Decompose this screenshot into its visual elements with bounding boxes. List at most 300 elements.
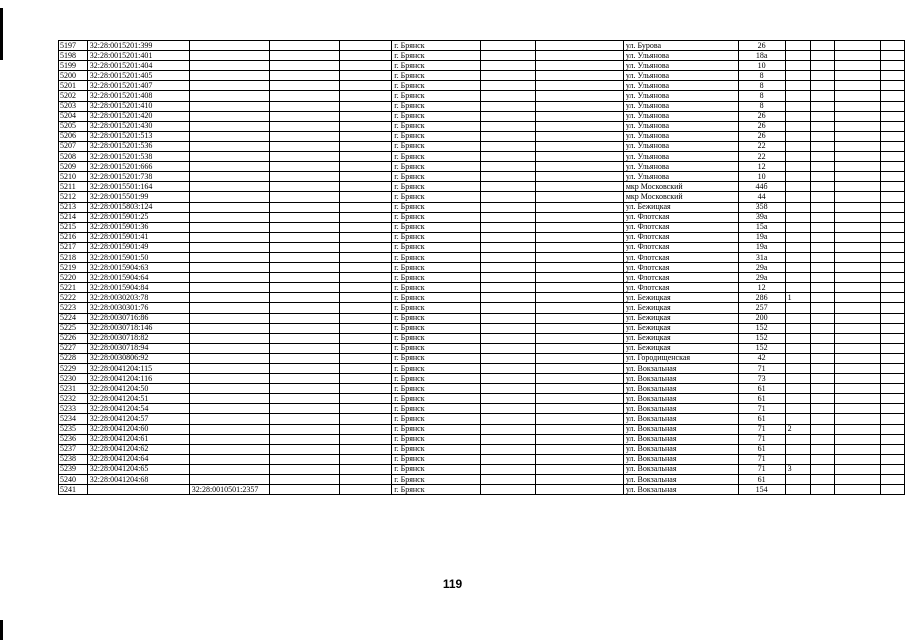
cell-city: г. Брянск — [392, 464, 480, 474]
cell-city: г. Брянск — [392, 141, 480, 151]
cell-empty — [811, 353, 834, 363]
cell-empty — [811, 41, 834, 51]
cell-empty — [834, 343, 881, 353]
cell-cadastral-number: 32:28:0015201:410 — [87, 101, 189, 111]
cell-city: г. Брянск — [392, 111, 480, 121]
cell-empty — [480, 414, 536, 424]
cell-empty — [536, 91, 624, 101]
cell-empty — [269, 222, 339, 232]
cell-street: ул. Вокзальная — [623, 414, 738, 424]
cell-note — [785, 91, 811, 101]
cell-empty — [536, 424, 624, 434]
cell-city: г. Брянск — [392, 71, 480, 81]
table-row — [59, 303, 905, 313]
cell-empty — [881, 162, 905, 172]
cell-empty — [480, 182, 536, 192]
cell-empty — [811, 121, 834, 131]
cell-empty — [834, 162, 881, 172]
cell-cadastral-number-alt — [189, 172, 269, 182]
cell-empty — [480, 343, 536, 353]
cell-cadastral-number: 32:28:0015201:738 — [87, 172, 189, 182]
cell-empty — [269, 141, 339, 151]
cell-cadastral-number: 32:28:0030718:94 — [87, 343, 189, 353]
cell-city: г. Брянск — [392, 475, 480, 485]
cell-empty — [269, 475, 339, 485]
cell-street: ул. Флотская — [623, 252, 738, 262]
cell-record-number: 5226 — [59, 333, 88, 343]
cell-empty — [881, 172, 905, 182]
cell-empty — [536, 162, 624, 172]
cell-cadastral-number: 32:28:0015201:405 — [87, 71, 189, 81]
cell-street: ул. Ульянова — [623, 71, 738, 81]
cell-empty — [536, 242, 624, 252]
cell-empty — [881, 202, 905, 212]
cell-empty — [811, 202, 834, 212]
cell-empty — [881, 343, 905, 353]
cell-record-number: 5231 — [59, 384, 88, 394]
cell-cadastral-number-alt — [189, 273, 269, 283]
cell-empty — [881, 475, 905, 485]
cell-empty — [811, 454, 834, 464]
cell-empty — [269, 404, 339, 414]
table-row — [59, 454, 905, 464]
cell-street: ул. Вокзальная — [623, 464, 738, 474]
cell-empty — [834, 172, 881, 182]
cell-house-number: 71 — [738, 404, 785, 414]
cell-empty — [480, 61, 536, 71]
cell-city: г. Брянск — [392, 131, 480, 141]
cell-street: ул. Вокзальная — [623, 364, 738, 374]
cell-empty — [811, 71, 834, 81]
cell-empty — [339, 364, 392, 374]
cell-note — [785, 121, 811, 131]
cell-empty — [536, 141, 624, 151]
cell-empty — [811, 242, 834, 252]
cell-record-number: 5229 — [59, 364, 88, 374]
cell-empty — [269, 374, 339, 384]
cell-street: ул. Флотская — [623, 212, 738, 222]
cell-empty — [811, 232, 834, 242]
cell-empty — [480, 273, 536, 283]
cell-note — [785, 434, 811, 444]
cell-empty — [881, 81, 905, 91]
cell-record-number: 5239 — [59, 464, 88, 474]
cell-empty — [834, 283, 881, 293]
cell-empty — [480, 353, 536, 363]
table-row — [59, 101, 905, 111]
cell-cadastral-number-alt — [189, 182, 269, 192]
cell-cadastral-number-alt — [189, 152, 269, 162]
cell-city: г. Брянск — [392, 172, 480, 182]
scan-edge-mark-top — [0, 8, 3, 60]
cell-empty — [480, 475, 536, 485]
table-row — [59, 121, 905, 131]
cell-empty — [536, 394, 624, 404]
cell-empty — [339, 273, 392, 283]
cell-note — [785, 242, 811, 252]
cell-empty — [536, 182, 624, 192]
cell-empty — [480, 252, 536, 262]
cell-city: г. Брянск — [392, 323, 480, 333]
cell-empty — [339, 232, 392, 242]
cell-empty — [269, 81, 339, 91]
cell-empty — [834, 293, 881, 303]
cell-record-number: 5219 — [59, 263, 88, 273]
cell-empty — [480, 404, 536, 414]
cell-city: г. Брянск — [392, 242, 480, 252]
cell-cadastral-number-alt — [189, 444, 269, 454]
cell-house-number: 71 — [738, 364, 785, 374]
cell-empty — [269, 121, 339, 131]
cell-street: ул. Бежицкая — [623, 293, 738, 303]
cell-house-number: 10 — [738, 172, 785, 182]
cell-empty — [339, 71, 392, 81]
cell-empty — [881, 91, 905, 101]
cell-empty — [480, 464, 536, 474]
cell-note — [785, 263, 811, 273]
table-row — [59, 485, 905, 495]
cell-empty — [881, 61, 905, 71]
table-row — [59, 41, 905, 51]
table-row — [59, 414, 905, 424]
cell-empty — [881, 313, 905, 323]
cell-note — [785, 202, 811, 212]
table-row — [59, 51, 905, 61]
cell-empty — [480, 323, 536, 333]
cell-empty — [881, 242, 905, 252]
cell-empty — [269, 434, 339, 444]
cell-cadastral-number-alt — [189, 51, 269, 61]
cell-street: ул. Вокзальная — [623, 444, 738, 454]
cell-empty — [536, 475, 624, 485]
cell-empty — [339, 464, 392, 474]
cell-empty — [834, 323, 881, 333]
cell-empty — [480, 485, 536, 495]
table-row — [59, 313, 905, 323]
cell-note — [785, 41, 811, 51]
cell-house-number: 8 — [738, 91, 785, 101]
cell-cadastral-number-alt — [189, 414, 269, 424]
cell-street: мкр Московский — [623, 182, 738, 192]
cell-empty — [536, 444, 624, 454]
cell-empty — [339, 111, 392, 121]
cell-empty — [834, 384, 881, 394]
cell-cadastral-number-alt — [189, 131, 269, 141]
cell-empty — [811, 222, 834, 232]
cell-empty — [834, 454, 881, 464]
cell-empty — [339, 485, 392, 495]
cell-empty — [480, 222, 536, 232]
cell-cadastral-number-alt — [189, 222, 269, 232]
cell-note — [785, 444, 811, 454]
cell-record-number: 5209 — [59, 162, 88, 172]
cell-city: г. Брянск — [392, 61, 480, 71]
cell-empty — [269, 263, 339, 273]
cell-record-number: 5222 — [59, 293, 88, 303]
cell-house-number: 8 — [738, 81, 785, 91]
cell-house-number: 8 — [738, 101, 785, 111]
cell-street: ул. Флотская — [623, 232, 738, 242]
cell-city: г. Брянск — [392, 454, 480, 464]
cell-empty — [269, 424, 339, 434]
cell-empty — [834, 111, 881, 121]
cell-record-number: 5237 — [59, 444, 88, 454]
cell-record-number: 5207 — [59, 141, 88, 151]
cell-empty — [269, 394, 339, 404]
cell-empty — [339, 444, 392, 454]
table-row — [59, 141, 905, 151]
cell-empty — [536, 252, 624, 262]
cell-city: г. Брянск — [392, 485, 480, 495]
cell-cadastral-number: 32:28:0015201:666 — [87, 162, 189, 172]
cell-record-number: 5233 — [59, 404, 88, 414]
cell-record-number: 5241 — [59, 485, 88, 495]
cell-street: ул. Флотская — [623, 273, 738, 283]
cell-empty — [339, 343, 392, 353]
cell-street: ул. Ульянова — [623, 101, 738, 111]
cell-empty — [834, 252, 881, 262]
cell-cadastral-number-alt — [189, 293, 269, 303]
cell-cadastral-number: 32:28:0041204:54 — [87, 404, 189, 414]
cell-empty — [480, 283, 536, 293]
cell-empty — [834, 131, 881, 141]
cell-house-number: 8 — [738, 71, 785, 81]
table-row — [59, 364, 905, 374]
cell-city: г. Брянск — [392, 384, 480, 394]
cell-cadastral-number-alt — [189, 303, 269, 313]
cell-house-number: 200 — [738, 313, 785, 323]
cell-empty — [269, 343, 339, 353]
table-row — [59, 182, 905, 192]
table-row — [59, 343, 905, 353]
cell-empty — [536, 374, 624, 384]
cell-empty — [339, 91, 392, 101]
cell-cadastral-number-alt — [189, 424, 269, 434]
cell-house-number: 29а — [738, 263, 785, 273]
cell-empty — [536, 71, 624, 81]
table-row — [59, 464, 905, 474]
cell-empty — [811, 374, 834, 384]
cell-note — [785, 61, 811, 71]
cell-note — [785, 152, 811, 162]
cell-cadastral-number: 32:28:0041204:50 — [87, 384, 189, 394]
cell-empty — [339, 162, 392, 172]
cell-note — [785, 333, 811, 343]
cell-street: ул. Ульянова — [623, 141, 738, 151]
cell-empty — [269, 464, 339, 474]
cell-cadastral-number-alt — [189, 263, 269, 273]
cell-cadastral-number: 32:28:0030718:82 — [87, 333, 189, 343]
cell-empty — [480, 71, 536, 81]
cell-record-number: 5223 — [59, 303, 88, 313]
cell-city: г. Брянск — [392, 232, 480, 242]
cell-house-number: 61 — [738, 394, 785, 404]
cell-city: г. Брянск — [392, 212, 480, 222]
cell-empty — [536, 434, 624, 444]
cell-empty — [480, 81, 536, 91]
cell-city: г. Брянск — [392, 364, 480, 374]
cell-empty — [480, 212, 536, 222]
cell-cadastral-number: 32:28:0041204:62 — [87, 444, 189, 454]
cell-street: ул. Вокзальная — [623, 394, 738, 404]
cell-empty — [881, 111, 905, 121]
cell-house-number: 71 — [738, 424, 785, 434]
cell-record-number: 5218 — [59, 252, 88, 262]
cell-house-number: 19а — [738, 232, 785, 242]
cell-house-number: 257 — [738, 303, 785, 313]
cell-empty — [536, 51, 624, 61]
cell-city: г. Брянск — [392, 404, 480, 414]
cell-empty — [834, 273, 881, 283]
cell-cadastral-number-alt — [189, 374, 269, 384]
cell-house-number: 29а — [738, 273, 785, 283]
cell-empty — [811, 485, 834, 495]
cell-empty — [881, 384, 905, 394]
cell-note — [785, 313, 811, 323]
cell-empty — [811, 404, 834, 414]
cell-note — [785, 71, 811, 81]
table-row — [59, 252, 905, 262]
cell-street: ул. Флотская — [623, 263, 738, 273]
cell-empty — [339, 131, 392, 141]
cell-cadastral-number-alt — [189, 384, 269, 394]
cell-note — [785, 101, 811, 111]
cell-city: г. Брянск — [392, 81, 480, 91]
cell-empty — [480, 303, 536, 313]
cell-house-number: 18а — [738, 51, 785, 61]
cell-house-number: 61 — [738, 444, 785, 454]
cell-note — [785, 475, 811, 485]
cell-cadastral-number: 32:28:0015904:63 — [87, 263, 189, 273]
cell-note — [785, 212, 811, 222]
cell-cadastral-number-alt — [189, 323, 269, 333]
cell-empty — [339, 313, 392, 323]
cell-record-number: 5235 — [59, 424, 88, 434]
cell-empty — [834, 232, 881, 242]
cell-house-number: 358 — [738, 202, 785, 212]
cell-note — [785, 353, 811, 363]
cell-cadastral-number: 32:28:0015201:430 — [87, 121, 189, 131]
cell-cadastral-number: 32:28:0030716:86 — [87, 313, 189, 323]
cell-empty — [536, 212, 624, 222]
cell-empty — [881, 394, 905, 404]
cell-empty — [269, 313, 339, 323]
cell-cadastral-number: 32:28:0041204:116 — [87, 374, 189, 384]
cell-empty — [480, 141, 536, 151]
cell-note — [785, 131, 811, 141]
cell-empty — [811, 131, 834, 141]
cell-empty — [881, 323, 905, 333]
cell-empty — [834, 364, 881, 374]
cell-record-number: 5213 — [59, 202, 88, 212]
cell-city: г. Брянск — [392, 414, 480, 424]
cell-cadastral-number-alt — [189, 212, 269, 222]
table-row — [59, 192, 905, 202]
cell-empty — [269, 152, 339, 162]
cell-city: г. Брянск — [392, 424, 480, 434]
cell-empty — [834, 374, 881, 384]
cell-empty — [480, 313, 536, 323]
table-row — [59, 394, 905, 404]
cell-empty — [881, 192, 905, 202]
cell-street: ул. Ульянова — [623, 91, 738, 101]
table-row — [59, 81, 905, 91]
cell-note — [785, 343, 811, 353]
cell-record-number: 5201 — [59, 81, 88, 91]
cell-record-number: 5234 — [59, 414, 88, 424]
cell-empty — [339, 172, 392, 182]
cell-record-number: 5197 — [59, 41, 88, 51]
cell-empty — [269, 283, 339, 293]
cell-cadastral-number-alt — [189, 434, 269, 444]
cell-city: г. Брянск — [392, 303, 480, 313]
cell-empty — [536, 313, 624, 323]
cell-empty — [811, 111, 834, 121]
cell-cadastral-number: 32:28:0041204:51 — [87, 394, 189, 404]
cell-house-number: 19а — [738, 242, 785, 252]
cell-empty — [811, 424, 834, 434]
cell-house-number: 15а — [738, 222, 785, 232]
table-row — [59, 263, 905, 273]
cell-record-number: 5232 — [59, 394, 88, 404]
cell-empty — [811, 263, 834, 273]
cell-note — [785, 111, 811, 121]
cell-cadastral-number: 32:28:0030301:76 — [87, 303, 189, 313]
cell-empty — [480, 121, 536, 131]
cell-record-number: 5215 — [59, 222, 88, 232]
cell-note — [785, 232, 811, 242]
cell-empty — [881, 374, 905, 384]
cell-city: г. Брянск — [392, 192, 480, 202]
cell-city: г. Брянск — [392, 91, 480, 101]
cell-empty — [269, 172, 339, 182]
cell-empty — [811, 364, 834, 374]
cell-empty — [536, 283, 624, 293]
cell-house-number: 12 — [738, 162, 785, 172]
cell-empty — [339, 41, 392, 51]
cell-empty — [834, 101, 881, 111]
cell-empty — [269, 454, 339, 464]
cell-house-number: 61 — [738, 384, 785, 394]
cell-cadastral-number-alt — [189, 232, 269, 242]
cell-empty — [536, 172, 624, 182]
cell-empty — [339, 434, 392, 444]
table-row — [59, 71, 905, 81]
cell-note — [785, 323, 811, 333]
cell-empty — [269, 162, 339, 172]
cell-record-number: 5202 — [59, 91, 88, 101]
table-row — [59, 424, 905, 434]
cell-empty — [811, 61, 834, 71]
cell-empty — [811, 192, 834, 202]
cell-street: ул. Вокзальная — [623, 485, 738, 495]
cell-empty — [881, 283, 905, 293]
table-row — [59, 222, 905, 232]
table-row — [59, 384, 905, 394]
cell-note — [785, 384, 811, 394]
cell-empty — [269, 212, 339, 222]
cell-empty — [339, 454, 392, 464]
cell-street: ул. Вокзальная — [623, 475, 738, 485]
cell-city: г. Брянск — [392, 444, 480, 454]
cell-empty — [536, 333, 624, 343]
cell-empty — [269, 202, 339, 212]
cell-street: ул. Бежицкая — [623, 333, 738, 343]
cell-empty — [811, 384, 834, 394]
table-row — [59, 91, 905, 101]
cell-street: ул. Вокзальная — [623, 374, 738, 384]
cell-cadastral-number: 32:28:0015201:399 — [87, 41, 189, 51]
